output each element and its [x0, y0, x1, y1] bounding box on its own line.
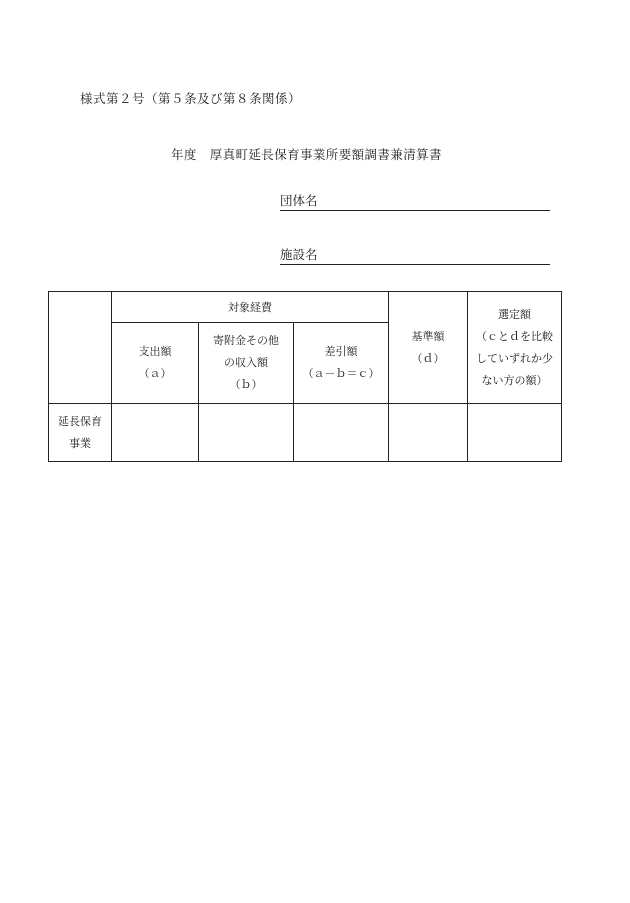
- standard-amount-header: [389, 292, 468, 404]
- donation-income-label-2: の収入額: [224, 356, 268, 369]
- donation-income-label-1: 寄附金その他: [213, 334, 279, 347]
- document-title: 年度 厚真町延長保育事業所要額調書兼清算書: [171, 147, 442, 162]
- facility-name-label: 施設名: [280, 247, 318, 262]
- net-amount-formula: （ａ－ｂ＝ｃ）: [302, 367, 380, 380]
- donation-income-value-cell[interactable]: [199, 404, 294, 462]
- expenditure-code: （ａ）: [138, 367, 172, 380]
- selected-amount-note-1: （ｃとｄを比較: [476, 329, 553, 343]
- organization-name-label: 団体名: [280, 193, 318, 208]
- facility-name-field[interactable]: [280, 246, 550, 265]
- net-amount-header: [294, 323, 389, 404]
- row-label-line-2: 事業: [69, 436, 91, 450]
- donation-income-header: [199, 323, 294, 404]
- expenditure-label: 支出額: [138, 345, 172, 358]
- selected-amount-note-3: ない方の額）: [481, 373, 548, 387]
- row-label-line-1: 延長保育: [58, 414, 102, 428]
- standard-amount-value-cell[interactable]: [389, 404, 468, 462]
- standard-amount-code: （ｄ）: [411, 351, 445, 365]
- selected-amount-note-2: していずれか少: [476, 351, 553, 365]
- selected-amount-value-cell[interactable]: [468, 404, 562, 462]
- donation-income-code: （ｂ）: [229, 378, 263, 391]
- selected-amount-header: [468, 292, 562, 404]
- standard-amount-label: 基準額: [411, 329, 445, 343]
- expenditure-value-cell[interactable]: [112, 404, 199, 462]
- form-number: 様式第２号（第５条及び第８条関係）: [80, 91, 302, 106]
- expense-table: [48, 291, 562, 462]
- target-expense-header: 対象経費: [112, 292, 389, 323]
- row-label-cell: [49, 404, 112, 462]
- net-amount-value-cell[interactable]: [294, 404, 389, 462]
- selected-amount-label: 選定額: [498, 307, 531, 321]
- corner-cell: [49, 292, 112, 404]
- organization-name-field[interactable]: [280, 192, 550, 211]
- expenditure-header: [112, 323, 199, 404]
- net-amount-label: 差引額: [324, 345, 358, 358]
